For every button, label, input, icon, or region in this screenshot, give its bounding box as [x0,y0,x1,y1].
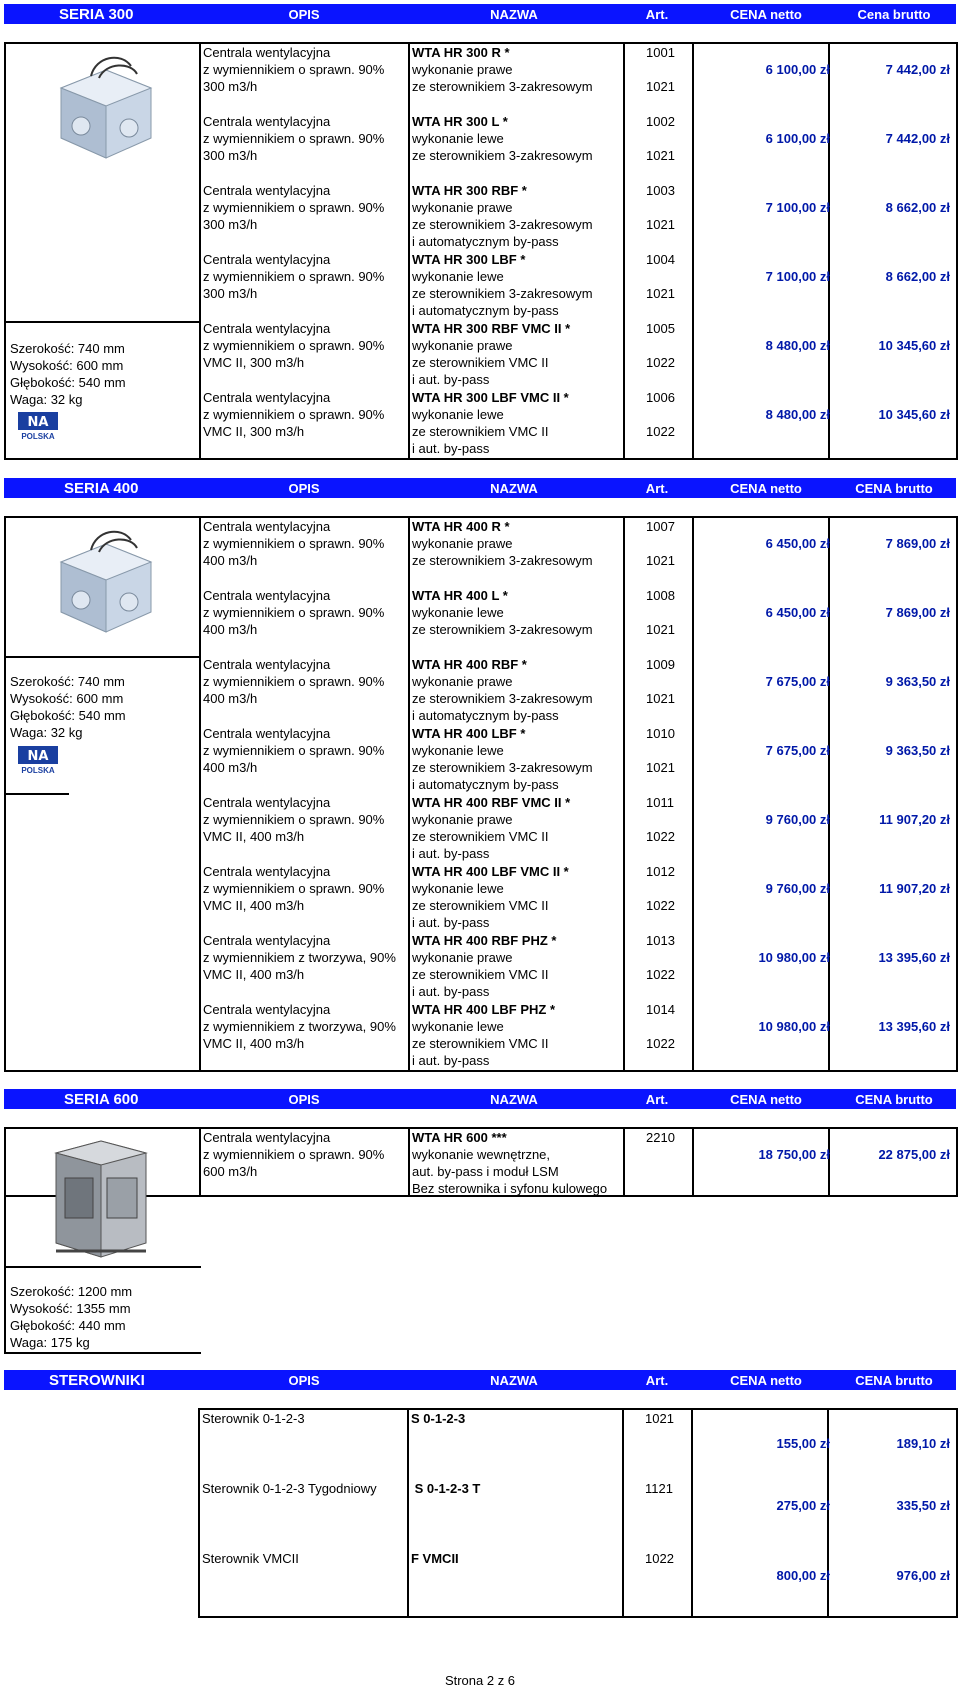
cell-text: Centrala wentylacyjna [203,933,331,948]
cell-text: z wymiennikiem o sprawn. 90% [203,269,385,284]
column-divider [623,44,625,458]
cell-text: z wymiennikiem o sprawn. 90% [203,812,385,827]
price-netto: 7 100,00 zł [765,200,830,215]
cell-text: ze sterownikiem VMC II [412,1036,549,1051]
price-brutto: 9 363,50 zł [885,743,950,758]
col-art: Art. [645,1092,669,1107]
cell-text: wykonanie lewe [412,605,504,620]
cell-text: z wymiennikiem o sprawn. 90% [203,407,385,422]
price-brutto: 10 345,60 zł [878,338,950,353]
column-divider [623,1129,625,1195]
cell-text: 400 m3/h [203,691,258,706]
na-polska-logo [10,410,70,450]
table-sterowniki [198,1408,958,1618]
column-divider [408,518,410,1070]
dim-width: Szerokość: 1200 mm [10,1284,133,1299]
cell-text: ze sterownikiem 3-zakresowym [412,553,593,568]
cell-text: Centrala wentylacyjna [203,864,331,879]
cell-text: z wymiennikiem o sprawn. 90% [203,674,385,689]
cell-text: 1001 [646,45,675,60]
price-brutto: 189,10 zł [896,1436,950,1451]
cell-text: WTA HR 600 *** [412,1130,507,1145]
cell-text: wykonanie lewe [412,1019,504,1034]
cell-text: z wymiennikiem o sprawn. 90% [203,1147,385,1162]
dim-depth: Głębokość: 540 mm [10,708,126,723]
cell-text: Centrala wentylacyjna [203,588,331,603]
cell-text: ze sterownikiem 3-zakresowym [412,79,593,94]
cell-text: 1022 [645,1551,674,1566]
section-title: SERIA 300 [59,6,134,23]
dim-depth: Głębokość: 440 mm [10,1318,126,1333]
cell-text: 1011 [646,795,674,810]
cell-text: i aut. by-pass [412,1053,490,1068]
cell-text: 1022 [646,967,675,982]
cell-text: ze sterownikiem VMC II [412,355,549,370]
price-netto: 6 100,00 zł [765,131,830,146]
cell-text: 1012 [646,864,675,879]
cell-text: wykonanie prawe [412,950,513,965]
price-netto: 155,00 zł [776,1436,830,1451]
price-brutto: 8 662,00 zł [885,200,950,215]
cell-text: wykonanie prawe [412,62,513,77]
col-brutto: CENA brutto [855,481,933,496]
col-opis: OPIS [288,7,320,22]
cell-text: wykonanie prawe [412,200,513,215]
svg-text:NA: NA [27,749,49,764]
price-brutto: 7 869,00 zł [885,605,950,620]
cell-text: 1021 [646,691,675,706]
cell-text: 1021 [646,553,675,568]
cell-text: WTA HR 300 RBF * [412,183,527,198]
cell-text: Centrala wentylacyjna [203,657,331,672]
cell-text: S 0-1-2-3 [411,1411,466,1426]
dim-height: Wysokość: 600 mm [10,358,124,373]
cell-text: ze sterownikiem 3-zakresowym [412,286,593,301]
column-divider [199,518,201,1070]
col-netto: CENA netto [730,7,802,22]
cell-text: WTA HR 300 LBF * [412,252,526,267]
col-opis: OPIS [288,1092,320,1107]
cell-text: 1013 [646,933,675,948]
cell-text: wykonanie prawe [412,338,513,353]
cell-text: wykonanie prawe [412,536,513,551]
cell-text: 400 m3/h [203,553,258,568]
product-image-unit [51,48,161,168]
price-netto: 10 980,00 zł [758,950,830,965]
col-nazwa: NAZWA [490,7,538,22]
price-brutto: 8 662,00 zł [885,269,950,284]
column-divider [407,1410,409,1616]
cell-text: Centrala wentylacyjna [203,519,331,534]
dim-weight: Waga: 32 kg [10,392,83,407]
col-netto: CENA netto [730,1373,802,1388]
cell-text: WTA HR 300 R * [412,45,510,60]
cell-text: WTA HR 400 R * [412,519,510,534]
price-netto: 7 675,00 zł [765,743,830,758]
dim-weight: Waga: 32 kg [10,725,83,740]
cell-text: 1021 [646,217,675,232]
cell-text: Centrala wentylacyjna [203,1002,331,1017]
cell-text: 1021 [646,79,675,94]
cell-text: wykonanie wewnętrzne, [412,1147,551,1162]
cell-text: Centrala wentylacyjna [203,252,331,267]
price-brutto: 7 442,00 zł [885,62,950,77]
cell-text: WTA HR 400 RBF * [412,657,527,672]
page-footer: Strona 2 z 6 [444,1673,516,1688]
cell-text: 1022 [646,898,675,913]
cell-text: ze sterownikiem 3-zakresowym [412,691,593,706]
price-brutto: 22 875,00 zł [878,1147,950,1162]
cell-text: 1021 [646,760,675,775]
cell-text: i automatycznym by-pass [412,234,559,249]
cell-text: i automatycznym by-pass [412,708,559,723]
cell-text: 1010 [646,726,675,741]
price-brutto: 10 345,60 zł [878,407,950,422]
cell-text: 1022 [646,355,675,370]
col-brutto: CENA brutto [855,1092,933,1107]
cell-text: WTA HR 400 RBF PHZ * [412,933,557,948]
dim-weight: Waga: 175 kg [10,1335,90,1350]
cell-text: i aut. by-pass [412,846,490,861]
cell-text: i aut. by-pass [412,372,490,387]
cell-text: wykonanie lewe [412,881,504,896]
table-seria-400 [4,516,958,1072]
cell-text: Centrala wentylacyjna [203,390,331,405]
price-netto: 275,00 zł [776,1498,830,1513]
section-header-seria-600 [4,1089,956,1109]
product-image-unit [51,522,161,642]
cell-text: VMC II, 300 m3/h [203,424,305,439]
col-brutto: Cena brutto [857,7,931,22]
dim-height: Wysokość: 600 mm [10,691,124,706]
cell-text: i aut. by-pass [412,915,490,930]
cell-text: Centrala wentylacyjna [203,1130,331,1145]
col-art: Art. [645,7,669,22]
cell-text: z wymiennikiem o sprawn. 90% [203,881,385,896]
svg-text:NA: NA [27,415,49,430]
col-nazwa: NAZWA [490,1373,538,1388]
price-brutto: 335,50 zł [896,1498,950,1513]
column-divider [692,518,694,1070]
cell-text: z wymiennikiem z tworzywa, 90% [203,950,396,965]
cell-text: 1005 [646,321,675,336]
cell-text: z wymiennikiem o sprawn. 90% [203,62,385,77]
cell-text: WTA HR 400 LBF VMC II * [412,864,569,879]
cell-text: 1022 [646,1036,675,1051]
column-divider [199,44,201,458]
cell-text: 1007 [646,519,675,534]
cell-text: WTA HR 300 L * [412,114,508,129]
price-brutto: 9 363,50 zł [885,674,950,689]
price-netto: 9 760,00 zł [765,881,830,896]
cell-text: wykonanie prawe [412,812,513,827]
cell-text: S 0-1-2-3 T [411,1481,481,1496]
cell-text: Sterownik VMCII [202,1551,299,1566]
column-divider [828,518,830,1070]
cell-text: 1008 [646,588,675,603]
cell-text: wykonanie prawe [412,674,513,689]
price-netto: 7 100,00 zł [765,269,830,284]
logo-label: POLSKA [21,432,55,441]
section-title: SERIA 600 [64,1091,139,1108]
cell-text: wykonanie lewe [412,743,504,758]
cell-text: 1021 [645,1411,674,1426]
cell-text: ze sterownikiem VMC II [412,898,549,913]
cell-text: Centrala wentylacyjna [203,795,331,810]
price-brutto: 13 395,60 zł [878,950,950,965]
price-netto: 800,00 zł [776,1568,830,1583]
cell-text: Centrala wentylacyjna [203,183,331,198]
cell-text: z wymiennikiem o sprawn. 90% [203,200,385,215]
section-header-seria-400 [4,478,956,498]
price-brutto: 11 907,20 zł [879,881,950,896]
cell-text: i aut. by-pass [412,441,490,456]
cell-text: WTA HR 400 L * [412,588,508,603]
dim-depth: Głębokość: 540 mm [10,375,126,390]
cell-text: wykonanie lewe [412,407,504,422]
column-divider [828,44,830,458]
cell-text: F VMCII [411,1551,459,1566]
cell-text: z wymiennikiem o sprawn. 90% [203,605,385,620]
column-divider [692,44,694,458]
cell-text: 1022 [646,424,675,439]
cell-text: 1121 [645,1481,673,1496]
price-netto: 10 980,00 zł [758,1019,830,1034]
product-image-unit-600 [41,1133,156,1268]
cell-text: ze sterownikiem VMC II [412,967,549,982]
seria-600-left-box [4,1127,201,1354]
cell-text: Centrala wentylacyjna [203,321,331,336]
col-art: Art. [645,481,669,496]
section-header-seria-300 [4,4,956,24]
cell-text: wykonanie lewe [412,269,504,284]
cell-text: Centrala wentylacyjna [203,114,331,129]
column-divider [622,1410,624,1616]
col-opis: OPIS [288,481,320,496]
cell-text: 1009 [646,657,675,672]
cell-text: 1014 [646,1002,675,1017]
cell-text: 1021 [646,622,675,637]
cell-text: wykonanie lewe [412,131,504,146]
col-opis: OPIS [288,1373,320,1388]
cell-text: WTA HR 400 LBF * [412,726,526,741]
cell-text: 300 m3/h [203,79,258,94]
col-netto: CENA netto [730,481,802,496]
column-divider [408,1129,410,1195]
cell-text: i automatycznym by-pass [412,303,559,318]
cell-text: ze sterownikiem 3-zakresowym [412,148,593,163]
cell-text: z wymiennikiem o sprawn. 90% [203,131,385,146]
section-header-sterowniki [4,1370,956,1390]
cell-text: 300 m3/h [203,217,258,232]
cell-text: 1003 [646,183,675,198]
price-netto: 6 450,00 zł [765,536,830,551]
price-brutto: 13 395,60 zł [878,1019,950,1034]
column-divider [623,518,625,1070]
cell-text: z wymiennikiem o sprawn. 90% [203,338,385,353]
cell-text: VMC II, 400 m3/h [203,967,305,982]
col-brutto: CENA brutto [855,1373,933,1388]
price-netto: 9 760,00 zł [765,812,830,827]
dim-width: Szerokość: 740 mm [10,674,125,689]
cell-text: Bez sterownika i syfonu kulowego [412,1181,608,1196]
price-netto: 8 480,00 zł [765,407,830,422]
price-brutto: 7 869,00 zł [885,536,950,551]
column-divider [692,1129,694,1195]
cell-text: 1004 [646,252,675,267]
cell-text: ze sterownikiem 3-zakresowym [412,217,593,232]
cell-text: VMC II, 300 m3/h [203,355,305,370]
cell-text: 2210 [646,1130,675,1145]
cell-text: ze sterownikiem 3-zakresowym [412,760,593,775]
price-netto: 6 450,00 zł [765,605,830,620]
cell-text: Sterownik 0-1-2-3 [202,1411,305,1426]
price-netto: 18 750,00 zł [758,1147,830,1162]
section-title: SERIA 400 [64,480,139,497]
price-netto: 6 100,00 zł [765,62,830,77]
price-netto: 8 480,00 zł [765,338,830,353]
cell-text: 1022 [646,829,675,844]
cell-text: ze sterownikiem VMC II [412,424,549,439]
cell-text: WTA HR 300 LBF VMC II * [412,390,569,405]
cell-text: WTA HR 300 RBF VMC II * [412,321,571,336]
cell-text: ze sterownikiem VMC II [412,829,549,844]
cell-text: VMC II, 400 m3/h [203,898,305,913]
logo-label: POLSKA [21,766,55,775]
column-divider [408,44,410,458]
cell-text: aut. by-pass i moduł LSM [412,1164,559,1179]
cell-text: Sterownik 0-1-2-3 Tygodniowy [202,1481,377,1496]
column-divider [691,1410,693,1616]
col-nazwa: NAZWA [490,481,538,496]
column-divider [198,1410,200,1616]
cell-text: 400 m3/h [203,622,258,637]
cell-text: VMC II, 400 m3/h [203,829,305,844]
cell-text: 600 m3/h [203,1164,258,1179]
cell-text: 300 m3/h [203,148,258,163]
price-brutto: 11 907,20 zł [879,812,950,827]
na-polska-logo [10,744,70,784]
cell-text: 1006 [646,390,675,405]
cell-text: 1002 [646,114,675,129]
cell-text: Centrala wentylacyjna [203,45,331,60]
col-nazwa: NAZWA [490,1092,538,1107]
col-netto: CENA netto [730,1092,802,1107]
price-brutto: 7 442,00 zł [885,131,950,146]
cell-text: WTA HR 400 LBF PHZ * [412,1002,556,1017]
cell-text: i automatycznym by-pass [412,777,559,792]
cell-text: 400 m3/h [203,760,258,775]
cell-text: VMC II, 400 m3/h [203,1036,305,1051]
cell-text: WTA HR 400 RBF VMC II * [412,795,571,810]
cell-text: 300 m3/h [203,286,258,301]
dim-width: Szerokość: 740 mm [10,341,125,356]
cell-text: z wymiennikiem z tworzywa, 90% [203,1019,396,1034]
cell-text: i aut. by-pass [412,984,490,999]
cell-text: z wymiennikiem o sprawn. 90% [203,536,385,551]
section-title: STEROWNIKI [49,1372,145,1389]
cell-text: Centrala wentylacyjna [203,726,331,741]
price-brutto: 976,00 zł [896,1568,950,1583]
cell-text: z wymiennikiem o sprawn. 90% [203,743,385,758]
cell-text: 1021 [646,286,675,301]
table-seria-300 [4,42,958,460]
cell-text: 1021 [646,148,675,163]
cell-text: ze sterownikiem 3-zakresowym [412,622,593,637]
dim-height: Wysokość: 1355 mm [10,1301,131,1316]
price-netto: 7 675,00 zł [765,674,830,689]
col-art: Art. [645,1373,669,1388]
